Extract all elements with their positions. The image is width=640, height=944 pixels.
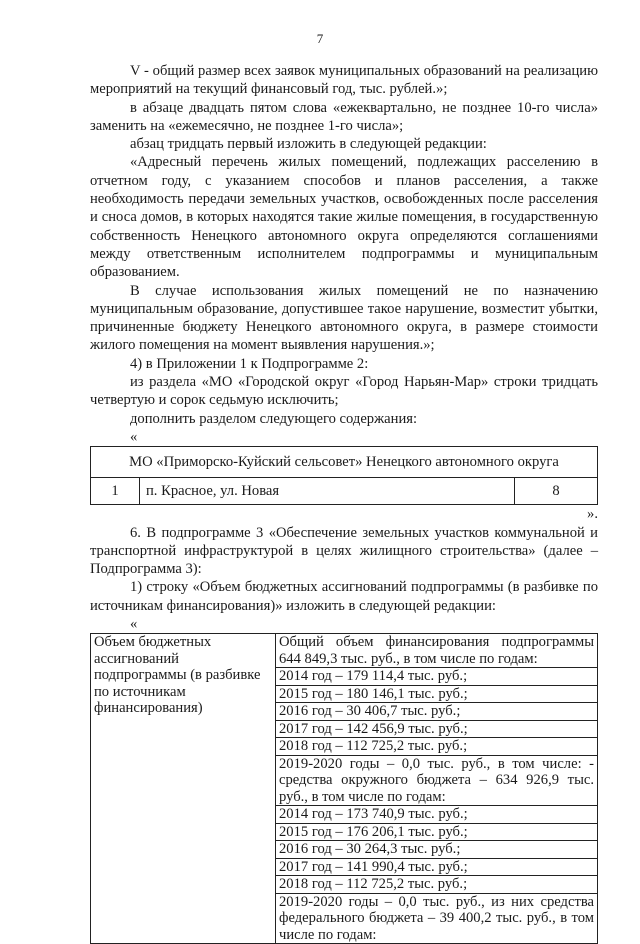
settlement-row-number: 1 [91, 478, 140, 505]
paragraph: «Адресный перечень жилых помещений, подлежащих расселению в отчетном году, с указанием способов и планов расселения, а также необходимость передачи земельных участков, освобожденных после расселения и сноса домов, в которых находятся такие жилые помещения, в государственную собственность Ненецкого автономного округа определяются соглашениями между ответственным исполнителем подпрограммы и муниципальным образованием. [90, 154, 598, 281]
paragraph: 4) в Приложении 1 к Подпрограмме 2: [130, 355, 369, 372]
budget-line: 2014 год – 173 740,9 тыс. руб.; [276, 806, 597, 824]
budget-line: 2014 год – 179 114,4 тыс. руб.; [276, 668, 597, 686]
budget-line: 2018 год – 112 725,2 тыс. руб.; [276, 738, 597, 756]
budget-line: 2016 год – 30 264,3 тыс. руб.; [276, 841, 597, 859]
budget-line: 2015 год – 180 146,1 тыс. руб.; [276, 686, 597, 704]
paragraph: В случае использования жилых помещений не по назначению муниципальным образование, допустившее такое нарушение, возместит убытки, причиненные бюджету Ненецкого автономного округа, в размере стоимости жилого помещения на момент выявления нарушения.»; [90, 282, 598, 354]
close-quote: ». [587, 506, 598, 523]
settlement-row-count: 8 [515, 478, 598, 505]
budget-line: 2017 год – 142 456,9 тыс. руб.; [276, 721, 597, 739]
budget-line: 2015 год – 176 206,1 тыс. руб.; [276, 824, 597, 842]
budget-line: 2017 год – 141 990,4 тыс. руб.; [276, 859, 597, 877]
budget-line: 2019-2020 годы – 0,0 тыс. руб., из них средства федерального бюджета – 39 400,2 тыс. руб., в том числе по годам: [279, 893, 594, 943]
budget-table [90, 633, 598, 944]
open-quote: « [130, 616, 138, 633]
budget-line: 2019-2020 годы – 0,0 тыс. руб., в том числе: - средства окружного бюджета – 634 926,9 тыс. руб., в том числе по годам: [276, 756, 597, 807]
settlement-table-heading: МО «Приморско-Куйский сельсовет» Ненецкого автономного округа [91, 447, 598, 478]
budget-table-values [276, 634, 598, 944]
budget-line: 2018 год – 112 725,2 тыс. руб.; [276, 876, 597, 894]
paragraph: абзац тридцать первый изложить в следующей редакции: [130, 136, 487, 153]
paragraph: в абзаце двадцать пятом слова «ежеквартально, не позднее 10-го числа» заменить на «ежемесячно, не позднее 1-го числа»; [90, 99, 598, 134]
paragraph: V - общий размер всех заявок муниципальных образований на реализацию мероприятий на текущий финансовый год, тыс. рублей.»; [90, 63, 598, 98]
paragraph: 6. В подпрограмме 3 «Обеспечение земельных участков коммунальной и транспортной инфраструктурой в целях жилищного строительства» (далее – Подпрограмма 3): [90, 524, 598, 578]
document-body [90, 62, 598, 944]
page-number: 7 [316, 31, 324, 46]
paragraph: дополнить разделом следующего содержания: [130, 410, 418, 427]
budget-table-label: Объем бюджетных ассигнований подпрограммы (в разбивке по источникам финансирования) [91, 634, 276, 944]
settlement-row-place: п. Красное, ул. Новая [140, 478, 515, 505]
budget-line: 2016 год – 30 406,7 тыс. руб.; [276, 703, 597, 721]
paragraph: из раздела «МО «Городской округ «Город Нарьян-Мар» строки тридцать четвертую и сорок седьмую исключить; [90, 374, 598, 409]
paragraph: 1) строку «Объем бюджетных ассигнований подпрограммы (в разбивке по источникам финансирования)» изложить в следующей редакции: [90, 579, 598, 614]
settlement-table [90, 446, 598, 505]
budget-line: Общий объем финансирования подпрограммы 644 849,3 тыс. руб., в том числе по годам: [276, 634, 597, 668]
open-quote: « [130, 428, 138, 445]
